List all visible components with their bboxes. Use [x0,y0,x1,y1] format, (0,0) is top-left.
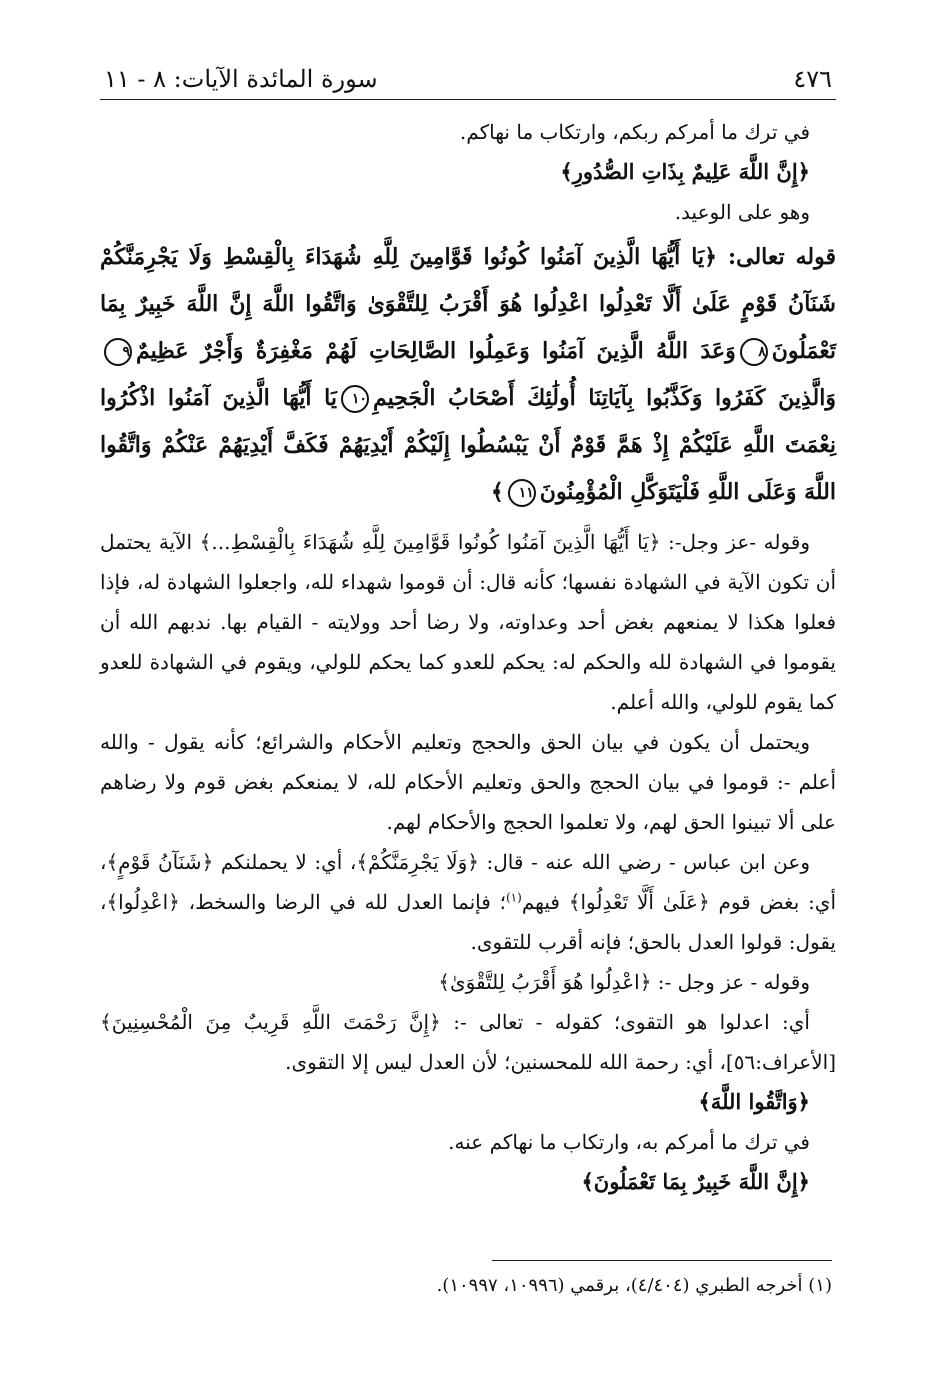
paragraph-10: في ترك ما أمركم به، وارتكاب ما نهاكم عنه. [448,1130,810,1154]
paragraph-5: ويحتمل أن يكون في بيان الحق والحجج وتعليم الأحكام والشرائع؛ كأنه يقول - والله أعلم -: قوموا في بيان الحجج والحق وتعليم الأحكام لله، لا يمنعكم بغض قوم ولا رضاهم على ألا تبينوا الحق لهم، ولا تعلموا الحجج والأحكام لهم. [100,730,837,834]
paragraph-1: في ترك ما أمركم ربكم، وارتكاب ما نهاكم. [459,120,810,144]
paragraph-8: أي: اعدلوا هو التقوى؛ كقوله - تعالى -: ﴿إِنَّ رَحْمَتَ اللَّهِ قَرِيبٌ مِنَ الْمُحْسِنِينَ﴾ [الأعراف:٥٦]، أي: رحمة الله للمحسنين؛ لأن العدل ليس إلا التقوى. [100,1010,836,1074]
verse-10-text: وَالَّذِينَ كَفَرُوا وَكَذَّبُوا بِآيَاتِنَا أُولَٰئِكَ أَصْحَابُ الْجَحِيمِ [372,385,836,411]
paragraph-6-part-b: ؛ فإنما العدل لله في الرضا والسخط، ﴿اعْدِلُوا﴾، يقول: قولوا العدل بالحق؛ فإنه أقرب للتقوى. [100,890,836,954]
verse-number-10: ١٠ [341,385,369,413]
quran-quote-9: ﴿وَاتَّقُوا اللَّهَ﴾ [698,1089,810,1114]
verse-number-9: ٩ [104,338,132,366]
footnote-1: (١) أخرجه الطبري (٤/٤٠٤)، برقمي (١٠٩٩٦، ١٠٩٩٧). [436,1275,832,1296]
paragraph-6 [100,842,836,962]
quran-quote-1: ﴿إِنَّ اللَّهَ عَلِيمٌ بِذَاتِ الصُّدُورِ﴾ [560,159,810,184]
verse-label: قوله تعالى: [728,244,836,270]
footnote-ref-1[interactable]: (١) [505,890,522,905]
page-body [100,112,836,1202]
verse-9-text: وَعَدَ اللَّهُ الَّذِينَ آمَنُوا وَعَمِلُوا الصَّالِحَاتِ لَهُمْ مَغْفِرَةٌ وَأَجْرٌ عَظِيمٌ [136,338,736,364]
paragraph-3: وهو على الوعيد. [674,200,810,224]
page-number: ٤٧٦ [793,65,832,93]
paragraph-6-part-a: وعن ابن عباس - رضي الله عنه - قال: ﴿وَلَا يَجْرِمَنَّكُمْ﴾، أي: لا يحملنكم ﴿شَنَآنُ قَوْمٍ﴾، أي: بغض قوم ﴿عَلَىٰ أَلَّا تَعْدِلُوا﴾ فيهم [100,850,837,914]
paragraph-4: وقوله -عز وجل-: ﴿يَا أَيُّهَا الَّذِينَ آمَنُوا كُونُوا قَوَّامِينَ لِلَّهِ شُهَدَاءَ بِالْقِسْطِ...﴾ الآية يحتمل أن تكون الآية في الشهادة نفسها؛ كأنه قال: أن قوموا شهداء لله، واجعلوا الشهادة له، فإذا فعلوا هكذا لا يمنعهم بغض أحد وعداوته، ولا رضا أحد وولايته - القيام بها. ندبهم الله أن يقوموا في الشهادة لله والحكم له: يحكم للعدو كما يحكم للولي، ويقوم في الشهادة للعدو كما يقوم للولي، والله أعلم. [100,530,836,714]
verse-block [100,234,836,516]
book-page [100,60,836,1360]
verse-11-text: يَا أَيُّهَا الَّذِينَ آمَنُوا اذْكُرُوا نِعْمَتَ اللَّهِ عَلَيْكُمْ إِذْ هَمَّ قَوْمٌ أَنْ يَبْسُطُوا إِلَيْكُمْ أَيْدِيَهُمْ فَكَفَّ أَيْدِيَهُمْ عَنْكُمْ وَاتَّقُوا اللَّهَ وَعَلَى اللَّهِ فَلْيَتَوَكَّلِ الْمُؤْمِنُونَ [100,385,836,505]
verse-number-11: ١١ [508,479,536,507]
quran-quote-11: ﴿إِنَّ اللَّهَ خَبِيرٌ بِمَا تَعْمَلُونَ﴾ [581,1169,810,1194]
running-header [100,60,836,100]
paragraph-7: وقوله - عز وجل -: ﴿اعْدِلُوا هُوَ أَقْرَبُ لِلتَّقْوَىٰ﴾ [438,970,810,994]
verse-close-bracket: ﴾ [490,479,504,505]
running-title: سورة المائدة الآيات: ٨ - ١١ [104,65,378,93]
footnote-divider [492,1260,832,1261]
verse-8-text: ﴿يَا أَيُّهَا الَّذِينَ آمَنُوا كُونُوا قَوَّامِينَ لِلَّهِ شُهَدَاءَ بِالْقِسْطِ وَلَا يَجْرِمَنَّكُمْ شَنَآنُ قَوْمٍ عَلَىٰ أَلَّا تَعْدِلُوا اعْدِلُوا هُوَ أَقْرَبُ لِلتَّقْوَىٰ وَاتَّقُوا اللَّهَ إِنَّ اللَّهَ خَبِيرٌ بِمَا تَعْمَلُونَ [100,244,836,364]
verse-number-8: ٨ [740,338,768,366]
